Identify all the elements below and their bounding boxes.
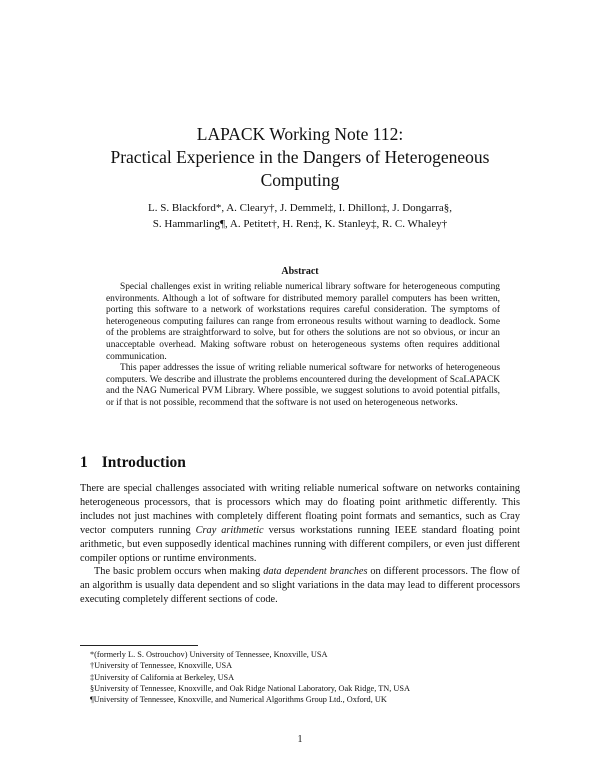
abstract-paragraph: Special challenges exist in writing reliable numerical library software for heterogeneous computing environments. Although a lot of software for distributed memory parallel computers has been written, porting this software to a network of workstations requires careful consideration. The symptoms of heterogeneous computing failures can range from erroneous results without warning to deadlock. Some of the problems are straightforward to solve, but for others the solutions are not so obvious, or incur an unacceptable overhead. Making software robust on heterogeneous systems often requires additional communication. [106, 282, 500, 362]
title-line: Computing [260, 170, 340, 190]
authors-line: S. Hammarling¶, A. Petitet†, H. Ren‡, K. Stanley‡, R. C. Whaley† [152, 218, 448, 230]
title-line: Practical Experience in the Dangers of Heterogeneous [110, 147, 490, 167]
paragraph-text: There are special challenges associated with writing reliable numerical software on networks containing heterogeneous processors, that is processors which may do floating point arithmetic differently. This includes not just machines with completely different floating point formats and semantics, such as Cray vector computers running [80, 483, 520, 536]
section-number: 1 [80, 454, 88, 471]
section-heading [80, 454, 186, 472]
abstract-body [106, 282, 500, 410]
emphasis-text: data dependent branches [263, 566, 368, 578]
page-number: 1 [297, 734, 303, 745]
footnote: †University of Tennessee, Knoxville, USA [90, 661, 233, 671]
footnote: *(formerly L. S. Ostrouchov) University of Tennessee, Knoxville, USA [90, 650, 328, 659]
paragraph-text: on different processors. The flow of an algorithm is usually data dependent and so slight variations in the data may lead to different processors executing completely different sections of code. [80, 566, 520, 606]
section-title: Introduction [101, 454, 186, 471]
paper-title [60, 123, 540, 192]
paragraph-text: versus workstations running IEEE standard floating point arithmetic, but even supposedly identical machines running with different compilers, or even just different compiler options or runtime environments. [80, 524, 520, 564]
authors-line: L. S. Blackford*, A. Cleary†, J. Demmel‡, I. Dhillon‡, J. Dongarra§, [148, 202, 452, 214]
body-paragraph [80, 482, 520, 565]
abstract-paragraph: This paper addresses the issue of writing reliable numerical software for networks of heterogeneous computers. We describe and illustrate the problems encountered during the development of ScaLAPACK and the NAG Numerical PVM Library. Where possible, we suggest solutions to avoid potential pitfalls, or if that is not possible, recommend that the software is not used on heterogeneous networks. [106, 363, 500, 408]
author-list [60, 200, 540, 232]
section-body [80, 482, 520, 607]
footnotes [80, 649, 520, 705]
paragraph-text: The basic problem occurs when making [94, 566, 264, 578]
footnote: §University of Tennessee, Knoxville, and Oak Ridge National Laboratory, Oak Ridge, TN, USA [90, 683, 411, 693]
footnote: ‡University of California at Berkeley, USA [90, 672, 235, 682]
footnote-separator [80, 645, 198, 646]
footnote: ¶University of Tennessee, Knoxville, and Numerical Algorithms Group Ltd., Oxford, UK [90, 695, 387, 705]
emphasis-text: Cray arithmetic [195, 524, 264, 536]
title-line: LAPACK Working Note 112: [196, 124, 404, 144]
abstract-heading: Abstract [281, 266, 319, 277]
body-paragraph [80, 565, 520, 607]
